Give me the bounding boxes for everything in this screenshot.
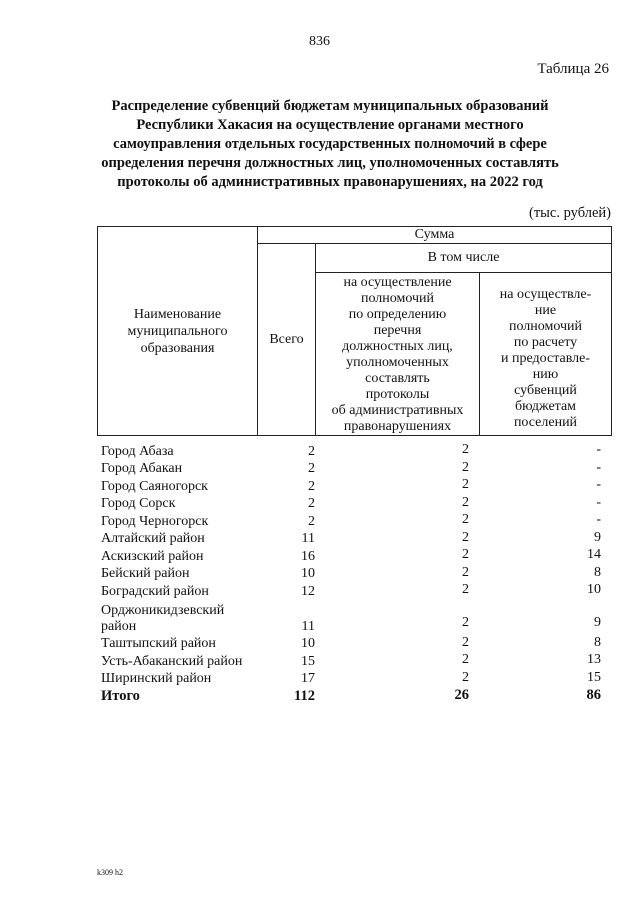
header-settlement-line: и предоставле-	[501, 351, 590, 366]
row-settlement-value: 13	[587, 652, 601, 667]
row-total: 2	[308, 478, 315, 494]
row-settlement-value: -	[596, 494, 601, 510]
header-admin-line: уполномоченных	[346, 355, 449, 370]
header-admin-line: протоколы	[365, 387, 430, 402]
table-label: Таблица 26	[537, 61, 609, 77]
row-total: 2	[308, 513, 315, 529]
table-row	[101, 582, 611, 600]
totals-total: 112	[294, 687, 315, 704]
row-name: Таштыпский район	[101, 636, 216, 651]
row-total: 11	[301, 618, 315, 634]
row-admin-value: 2	[462, 614, 469, 630]
table-row	[101, 547, 611, 565]
row-name: Бейский район	[101, 566, 190, 581]
table-row	[101, 530, 611, 548]
unit-note: (тыс. рублей)	[529, 205, 611, 221]
header-admin-line: по определению	[348, 307, 447, 322]
footer-code: k309 h2	[97, 868, 123, 877]
row-admin-value: 2	[462, 564, 469, 580]
row-name-line: район	[101, 618, 137, 634]
row-total: 2	[308, 461, 315, 476]
header-sum: Сумма	[258, 227, 612, 244]
row-admin-value: 2	[462, 652, 469, 667]
header-settlement-line: на осуществле-	[499, 287, 592, 302]
title-line: определения перечня должностных лиц, уполномоченных составлять	[101, 155, 559, 171]
row-settlement-value: 14	[587, 547, 601, 562]
table-header	[97, 226, 612, 436]
totals-row	[101, 687, 611, 705]
table-row	[101, 460, 611, 478]
row-admin-value: 2	[462, 512, 469, 527]
header-settlement-line: нию	[532, 367, 559, 382]
row-total: 12	[301, 583, 315, 599]
header-admin-line: правонарушениях	[343, 419, 452, 434]
row-admin-value: 2	[462, 582, 469, 597]
header-including: В том числе	[316, 244, 612, 273]
header-admin-line: перечня	[373, 323, 422, 338]
row-name: Аскизский район	[101, 548, 204, 564]
title-line: протоколы об административных правонарушениях, на 2022 год	[117, 174, 543, 190]
row-settlement-value: -	[596, 459, 601, 475]
header-name-line: Наименование	[133, 306, 222, 322]
row-total: 16	[301, 548, 315, 564]
totals-label: Итого	[101, 687, 140, 704]
row-name	[101, 603, 224, 635]
table-row	[101, 495, 611, 513]
row-name: Город Черногорск	[101, 513, 209, 529]
row-name: Алтайский район	[101, 531, 205, 546]
row-admin-value: 2	[462, 529, 469, 545]
row-name: Боградский район	[101, 583, 209, 599]
row-name: Город Саяногорск	[101, 478, 208, 494]
row-admin-value: 2	[462, 494, 469, 510]
row-name: Город Абаза	[101, 443, 174, 459]
table-row	[101, 670, 611, 688]
table-body	[101, 442, 611, 705]
totals-admin-value: 26	[454, 687, 469, 703]
header-settlement-line: поселений	[513, 415, 578, 430]
header-total: Всего	[258, 244, 316, 436]
title-line: самоуправления отдельных государственных полномочий в сфере	[113, 136, 547, 152]
row-admin-value: 2	[462, 669, 469, 685]
table-row	[101, 652, 611, 670]
row-admin-value: 2	[462, 547, 469, 562]
row-settlement-value: -	[596, 512, 601, 527]
row-settlement-value: -	[596, 442, 601, 457]
row-settlement-value: -	[596, 477, 601, 492]
totals-settlement-value: 86	[586, 687, 601, 703]
header-admin-line: полномочий	[360, 291, 435, 306]
header-settlement-line: бюджетам	[514, 399, 577, 414]
row-total: 2	[308, 496, 315, 511]
header-admin-line: на осуществление	[343, 275, 452, 290]
row-settlement-value: 8	[594, 564, 601, 580]
row-name: Ширинский район	[101, 671, 212, 686]
row-settlement-value: 10	[587, 582, 601, 597]
header-settlement-line: субвенций	[514, 383, 577, 398]
row-settlement-value: 15	[587, 669, 601, 685]
header-name-line: образования	[140, 340, 215, 356]
page-number: 836	[309, 34, 330, 49]
header-settlement-line: полномочий	[508, 319, 583, 334]
header-admin-column	[316, 273, 480, 436]
row-total: 10	[301, 566, 315, 581]
row-admin-value: 2	[462, 634, 469, 650]
row-admin-value: 2	[462, 459, 469, 475]
row-settlement-value: 8	[594, 634, 601, 650]
table-row	[101, 477, 611, 495]
row-admin-value: 2	[462, 442, 469, 457]
table-row	[101, 635, 611, 653]
table-row	[101, 512, 611, 530]
row-admin-value: 2	[462, 477, 469, 492]
row-total: 11	[301, 531, 315, 546]
title-line: Республики Хакасия на осуществление органами местного	[136, 117, 524, 133]
row-name: Город Абакан	[101, 461, 183, 476]
header-settlement-line: по расчету	[513, 335, 578, 350]
row-total: 2	[308, 443, 315, 459]
title-line: Распределение субвенций бюджетам муниципальных образований	[111, 98, 549, 114]
row-name: Усть-Абаканский район	[101, 653, 243, 669]
header-name-line: муниципального	[127, 323, 228, 339]
row-total: 15	[301, 653, 315, 669]
row-name-line: Орджоникидзевский	[101, 602, 225, 618]
header-name-column	[98, 227, 258, 436]
table-row	[101, 442, 611, 460]
header-admin-line: составлять	[365, 371, 430, 386]
header-admin-line: об административных	[331, 403, 464, 418]
header-admin-line: должностных лиц,	[342, 339, 453, 354]
header-settlement-line: ние	[534, 303, 557, 318]
row-settlement-value: 9	[594, 529, 601, 545]
row-total: 10	[301, 636, 315, 651]
header-settlement-column	[480, 273, 612, 436]
document-title	[60, 97, 600, 192]
row-settlement-value: 9	[594, 614, 601, 630]
row-total: 17	[301, 671, 315, 686]
table-row	[101, 565, 611, 583]
row-name: Город Сорск	[101, 496, 176, 511]
table-row	[101, 600, 611, 635]
